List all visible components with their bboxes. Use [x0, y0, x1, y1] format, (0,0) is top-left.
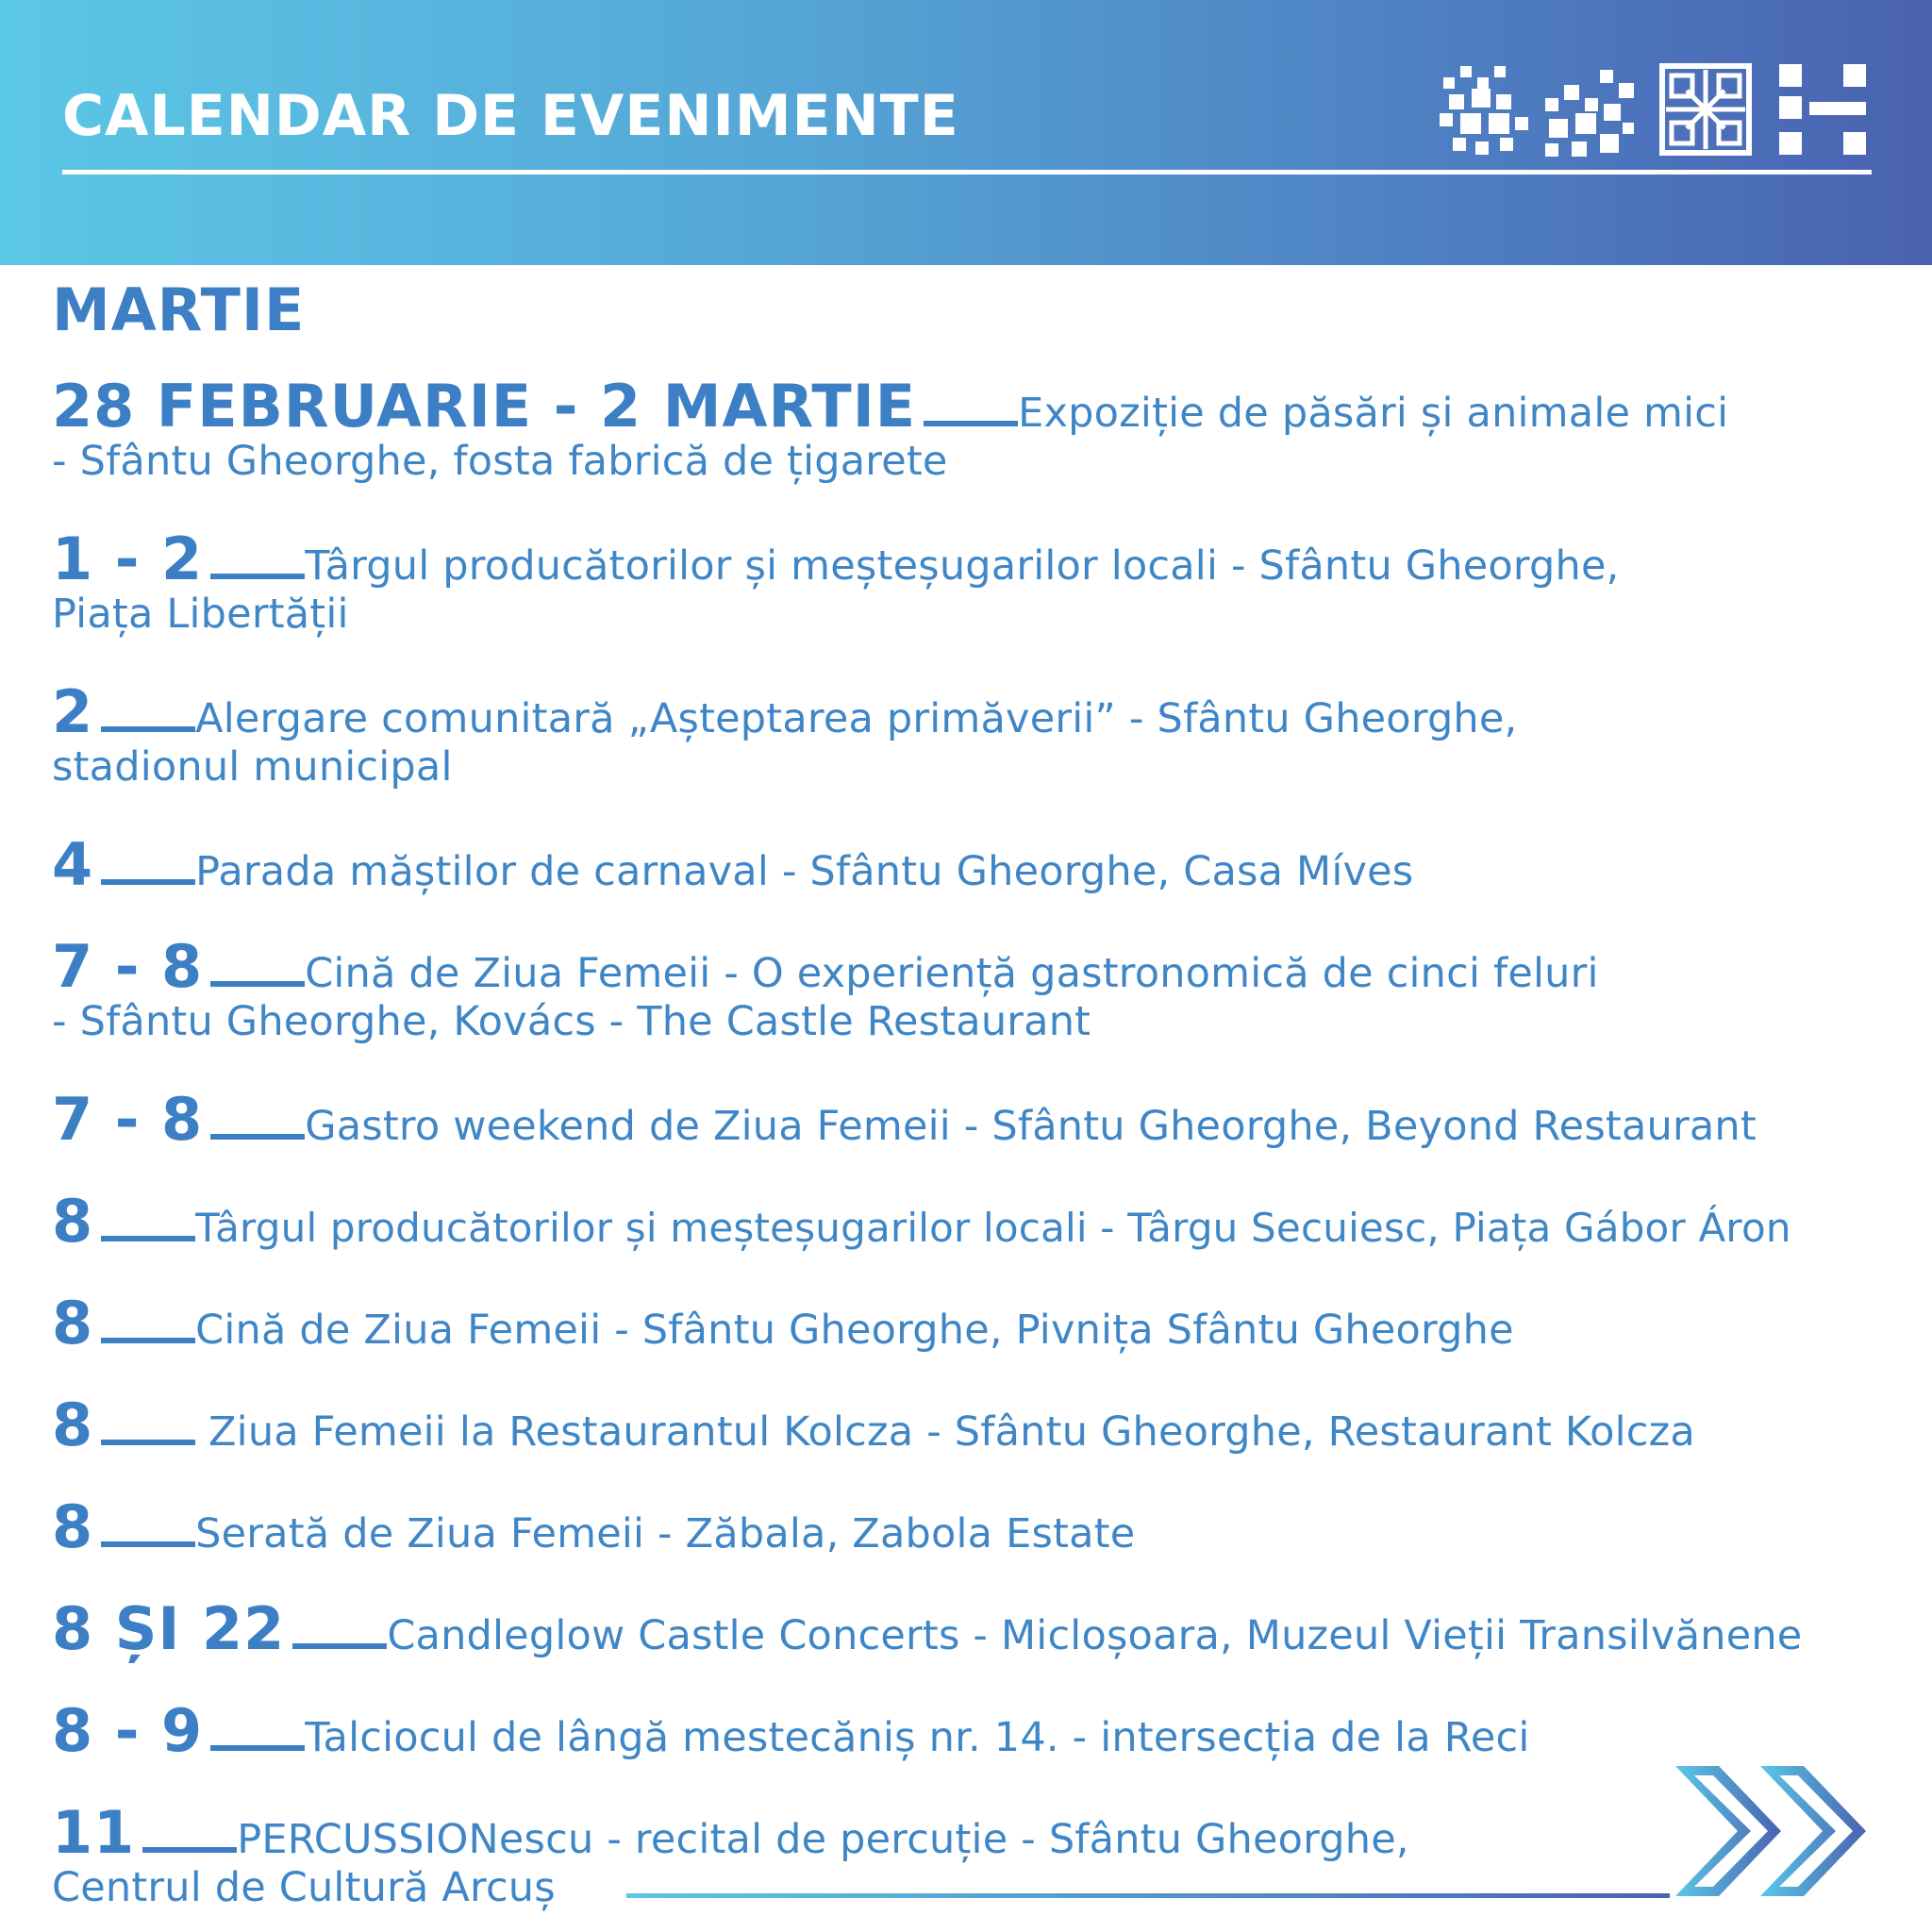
folk-pattern-logo-icon [1434, 60, 1868, 158]
event-item [52, 932, 1891, 1045]
event-item [52, 677, 1891, 791]
event-separator [210, 1134, 305, 1140]
event-location: Piața Libertății [52, 591, 349, 638]
event-item [52, 1085, 1891, 1154]
event-description: Cină de Ziua Femeii - O experiență gastronomică de cinci feluri [305, 950, 1599, 997]
event-description: Talciocul de lângă mestecăniș nr. 14. - intersecția de la Reci [305, 1714, 1530, 1761]
event-item [52, 1492, 1891, 1561]
event-separator [101, 726, 195, 732]
event-description: Alergare comunitară „Așteptarea primăverii” - Sfântu Gheorghe, [195, 695, 1518, 742]
event-item [52, 1187, 1891, 1256]
event-date: 8 [52, 1289, 94, 1357]
event-location: Centrul de Cultură Arcuș [52, 1864, 556, 1911]
event-location: - Sfântu Gheorghe, Kovács - The Castle Restaurant [52, 998, 1091, 1045]
event-location: stadionul municipal [52, 743, 453, 791]
event-description: Ziua Femeii la Restaurantul Kolcza - Sfântu Gheorghe, Restaurant Kolcza [195, 1408, 1695, 1456]
event-description: PERCUSSIONescu - recital de percuție - Sfântu Gheorghe, [237, 1816, 1409, 1863]
event-separator [210, 574, 305, 579]
header-banner [0, 0, 1932, 265]
event-location: - Sfântu Gheorghe, fosta fabrică de țigarete [52, 438, 948, 485]
event-item [52, 1594, 1891, 1663]
event-item [52, 1696, 1891, 1765]
event-item [52, 1289, 1891, 1357]
event-date: 28 FEBRUARIE - 2 MARTIE [52, 372, 917, 441]
double-chevron-right-icon[interactable] [1670, 1762, 1889, 1900]
event-date: 4 [52, 830, 94, 899]
event-item [52, 525, 1891, 638]
event-date: 8 ȘI 22 [52, 1594, 286, 1663]
page-title: CALENDAR DE EVENIMENTE [62, 83, 959, 149]
event-description: Târgul producătorilor și meșteșugarilor locali - Sfântu Gheorghe, [305, 542, 1620, 590]
footer-divider [626, 1893, 1670, 1898]
event-item [52, 372, 1891, 485]
event-date: 7 - 8 [52, 1085, 204, 1154]
event-separator [101, 1541, 195, 1547]
event-description: Parada măștilor de carnaval - Sfântu Gheorghe, Casa Míves [195, 848, 1414, 895]
event-description: Serată de Ziua Femeii - Zăbala, Zabola Estate [195, 1510, 1136, 1557]
event-item [52, 1391, 1891, 1459]
event-description: Târgul producătorilor și meșteșugarilor locali - Târgu Secuiesc, Piața Gábor Áron [195, 1205, 1791, 1251]
event-separator [101, 1338, 195, 1343]
event-date: 2 [52, 677, 94, 746]
event-separator [142, 1847, 237, 1853]
event-item [52, 830, 1891, 899]
event-separator [210, 981, 305, 987]
month-heading: MARTIE [52, 275, 306, 344]
event-description: Expoziție de păsări și animale mici [1018, 390, 1729, 437]
header-divider [62, 170, 1872, 175]
event-separator [210, 1745, 305, 1751]
event-date: 11 [52, 1798, 136, 1867]
event-date: 8 [52, 1492, 94, 1561]
event-date: 1 - 2 [52, 525, 204, 593]
event-date: 7 - 8 [52, 932, 204, 1001]
event-description: Candleglow Castle Concerts - Micloșoara, Muzeul Vieții Transilvănene [387, 1612, 1803, 1659]
event-date: 8 [52, 1391, 94, 1459]
event-separator [101, 879, 195, 885]
event-separator [924, 421, 1018, 426]
event-separator [101, 1440, 195, 1445]
event-date: 8 [52, 1187, 94, 1256]
event-description: Gastro weekend de Ziua Femeii - Sfântu Gheorghe, Beyond Restaurant [305, 1103, 1757, 1150]
event-separator [101, 1236, 195, 1241]
event-separator [292, 1643, 387, 1649]
event-description: Cină de Ziua Femeii - Sfântu Gheorghe, Pivnița Sfântu Gheorghe [195, 1307, 1514, 1354]
event-date: 8 - 9 [52, 1696, 204, 1765]
